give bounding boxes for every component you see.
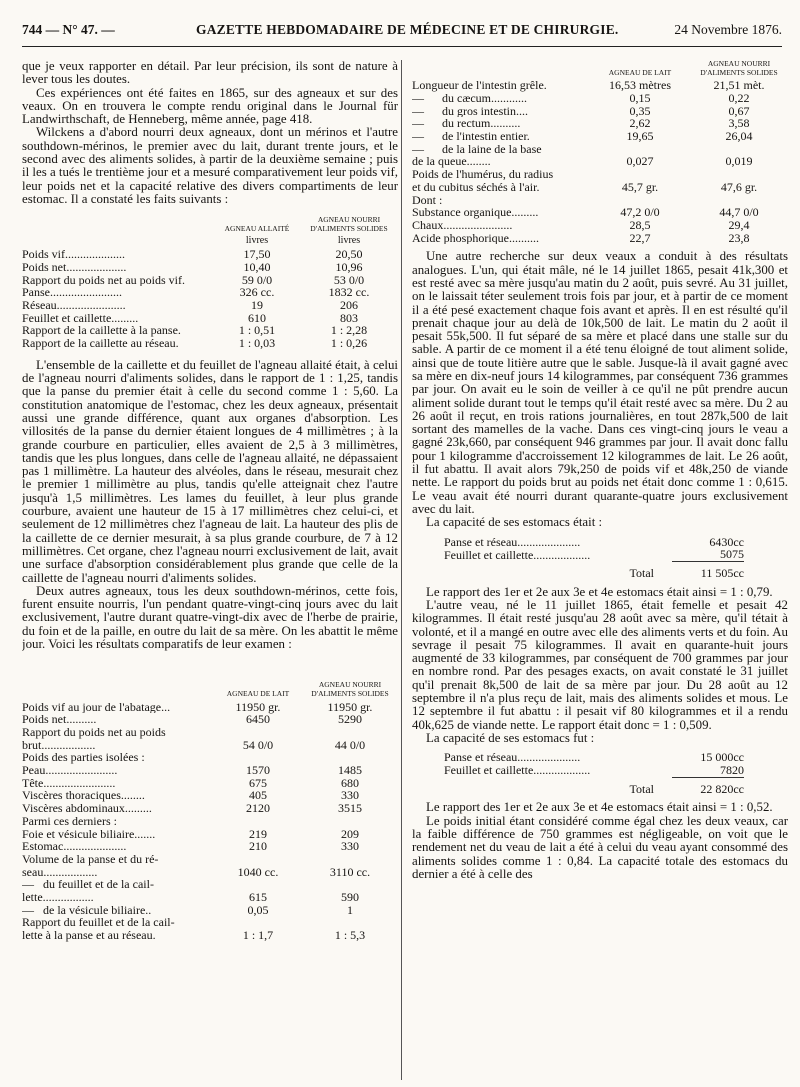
column-header: AGNEAU ALLAITÉ: [224, 223, 290, 233]
table-row: Peau........................ 1570 1485: [22, 763, 362, 778]
paragraph: La capacité de ses estomacs était :: [426, 515, 603, 530]
table-row: Poids net.................... 10,40 10,96: [22, 259, 363, 274]
table-row: Chaux....................... 28,5 29,4: [412, 217, 750, 232]
lamb-comparison-table-1: [22, 216, 398, 350]
paragraph: Le rapport des 1er et 2e aux 3e et 4e estomacs était ainsi = 1 : 0,52.: [426, 800, 773, 815]
column-header: AGNEAU NOURRI D'ALIMENTS SOLIDES: [310, 215, 388, 233]
table-row: Feuillet et caillette......... 610 803: [22, 310, 358, 325]
left-column: [22, 60, 398, 1082]
table-row: — de la laine de la base: [412, 142, 542, 156]
paragraph: L'ensemble de la caillette et du feuillet de l'agneau allaité était, à celui de l'agneau nourri d'aliments solides, dans le rapport de 1 : 1,25, tandis que la panse du premier était à celle du second comme 1 : 5,60. La constitution anatomique de l'estomac, chez les deux agneaux, présentait aussi une grande différence, quant aux organes d'absorption. Les villosités de la panse du dernier étaient longues de 4 millimètres ; à la grande courbure en particulier, elles avaient de 2,5 à 3 millimètres, tandis que les plus longues, dans celle de l'agneau allaité, ne dépassaient pas 1 millimètre. La hauteur des alvéoles, dans le réseau, mesurait chez le premier 1 millimètre au plus, tandis qu'elle atteignait chez l'autre jusqu'à 1,5 millimètres. Les lames du feuillet, à leur plus grande courbure, avaient une hauteur de 15 à 17 millimètres chez celui-ci, et seulement de 12 millimètres chez l'agneau de lait. La hauteur des plis de la caillette de ce dernier mesurait, à sa plus grande courbure, de 7 à 12 millimètres. Cet organe, chez l'agneau nourri exclusivement de lait, avait une surface d'absorption considérablement plus grande que celle de la caillette de l'agneau nourri d'aliments solides.: [22, 357, 398, 585]
paragraph: Le poids initial étant considéré comme égal chez les deux veaux, car la faible différence de 750 grammes est négligeable, on voit que le rendement net du veau de lait a été à celui du veau ayant consommé des aliments solides comme 1 : 0,84. La capacité totale des estomacs du dernier a été à celle des: [412, 813, 788, 881]
table-row: Panse........................ 326 cc. 1832 cc.: [22, 285, 370, 300]
table-row: — du gros intestin.... 0,35 0,67: [412, 103, 750, 118]
table-row: — du cæcum............ 0,15 0,22: [412, 90, 750, 105]
paragraph: Deux autres agneaux, tous les deux southdown-mérinos, cette fois, furent ensuite nourris, l'un pendant quatre-vingt-cinq jours avec du lait exclusivement, l'autre durant quatre-vingt-dix avec de l'herbe de prairie, du foin et de la paille, en outre du lait de sa mère. On les abattit le même jour. Voici les résultats comparatifs de leur examen :: [22, 583, 398, 652]
total-row: Total 11 505cc: [629, 565, 744, 580]
table-row: Longueur de l'intestin grêle. 16,53 mètres 21,51 mèt.: [412, 78, 765, 93]
section-heading: Parmi ces derniers :: [22, 814, 117, 828]
table-row: lette................. 615 590: [22, 890, 359, 905]
table-row: Rapport de la caillette à la panse. 1 : 0,51 1 : 2,28: [22, 323, 368, 338]
table-row: Foie et vésicule biliaire....... 219 209: [22, 826, 359, 841]
section-heading: Poids des parties isolées :: [22, 751, 145, 765]
lamb-comparison-table-3: [412, 60, 788, 244]
paragraph: Ces expériences ont été faites en 1865, sur des agneaux et sur des veaux. On en trouvera le compte rendu original dans le Journal für Landwirthschaft, de Henneberg, même année, page 418.: [22, 85, 398, 127]
table-row: Rapport du poids net au poids vif. 59 0/0 53 0/0: [22, 272, 365, 287]
table-row: Tête........................ 675 680: [22, 775, 359, 790]
table-row: Substance organique......... 47,2 0/0 44,7 0/0: [412, 205, 759, 220]
table-row: Rapport du poids net au poids: [22, 725, 166, 739]
column-header: AGNEAU DE LAIT: [608, 67, 672, 77]
table-row: lette à la panse et au réseau. 1 : 1,7 1 : 5,3: [22, 928, 366, 943]
lamb-comparison-table-2: [22, 681, 398, 942]
paragraph: La capacité de ses estomacs fut :: [426, 730, 595, 745]
table-row: brut.................. 54 0/0 44 0/0: [22, 737, 366, 752]
paragraph: Une autre recherche sur deux veaux a conduit à des résultats analogues. L'un, qui était mâle, né le 14 juillet 1865, pesait 41k,300 et est resté avec sa mère jusqu'au matin du 2 août, puis sevré. Au 31 juillet, on le laissait téter seulement trois fois par jour, et à partir de ce moment il a été pesé exactement chaque fois avant et après. Il en est résulté qu'il prenait chaque jour au delà de 10k,500 de lait. Le matin du 2 août il pesait 55k,500. Il fut séparé de sa mère et placé dans une stalle sur du sable. A partir de ce moment il a été tenu éloigné de tout aliment solide, ainsi que de toute litière autre que le sable. Jusque-là il avait gagné avec sa mère en dix-neuf jours 14 kilogrammes, par conséquent 736 grammes par jour. On avait eu le soin de veiller à ce qu'il ne pût prendre aucun aliment solide durant tout le temps qu'il était resté avec sa mère. Du 2 au 26 août il reçut, en trois rations journalières, en tout 287k,500 de lait sortant des mamelles de la vache. Dans ces vingt-cinq jours le veau a gagné 23k,660, par conséquent 946 grammes par jour. Il avait donc fallu pour 1 kilogramme d'accroissement 12 kilogrammes de lait. Le 26 août, il fut abattu. Il avait alors 79k,250 de poids vif et 48k,250 de viande nette. Le rapport du poids brut au poids net était donc comme 1 : 0,615. Le veau avait été nourri durant quarante-quatre jours exclusivement avec du lait.: [412, 249, 788, 516]
table-row: — de la vésicule biliaire.. 0,05 1: [22, 902, 353, 917]
right-column: [412, 60, 788, 1082]
table-row: Rapport du feuillet et de la cail-: [22, 916, 175, 930]
journal-title: GAZETTE HEBDOMADAIRE DE MÉDECINE ET DE CHIRURGIE.: [196, 22, 619, 37]
table-row: — de l'intestin entier. 19,65 26,04: [412, 129, 753, 143]
table-row: Acide phosphorique.......... 22,7 23,8: [412, 230, 750, 245]
table-row: Poids net.......... 6450 5290: [22, 712, 362, 727]
table-row: — du rectum.......... 2,62 3,58: [412, 116, 750, 131]
table-row: seau.................. 1040 cc. 3110 cc.: [22, 864, 371, 879]
unit-label: livres: [245, 235, 269, 247]
table-row: Réseau....................... 19 206: [22, 297, 358, 312]
paragraph: Wilckens a d'abord nourri deux agneaux, dont un mérinos et l'autre southdown-mérinos, le premier avec du lait, durant trente jours, et le second avec des aliments solides, à partir de la deuxième semaine ; puis il les a tués le trentième jour et a mesuré comparativement leur poids vif, leur poids net et la capacité relative des divers compartiments de leur estomac. Il a constaté les faits suivants :: [22, 125, 398, 206]
table-row: Panse et réseau..................... 6430cc: [444, 534, 744, 549]
paragraph: Le rapport des 1er et 2e aux 3e et 4e estomacs était ainsi = 1 : 0,79.: [426, 584, 773, 599]
table-row: Viscères abdominaux......... 2120 3515: [22, 801, 362, 816]
stomach-capacity-table-2: [444, 751, 744, 795]
table-row: Rapport de la caillette au réseau. 1 : 0,03 1 : 0,26: [22, 336, 368, 351]
paragraph: que je veux rapporter en détail. Par leur précision, ils sont de nature à lever tous les doutes.: [22, 60, 398, 87]
section-heading: Dont :: [412, 193, 443, 207]
issue-date: 24 Novembre 1876.: [674, 22, 782, 37]
column-header: AGNEAU NOURRI D'ALIMENTS SOLIDES: [700, 60, 778, 77]
table-row: Feuillet et caillette................... 7820: [444, 762, 744, 778]
table-row: Panse et réseau..................... 15 000cc: [444, 750, 744, 765]
table-row: Feuillet et caillette................... 5075: [444, 547, 744, 562]
table-row: Estomac..................... 210 330: [22, 839, 359, 854]
stomach-capacity-table-1: [444, 536, 744, 580]
column-rule: [401, 60, 402, 1080]
table-row: Viscères thoraciques........ 405 330: [22, 788, 359, 803]
table-row: Poids vif.................... 17,50 20,50: [22, 247, 363, 262]
table-row: Poids vif au jour de l'abatage... 11950 gr. 11950 gr.: [22, 699, 373, 714]
column-header: AGNEAU DE LAIT: [226, 688, 290, 698]
paragraph: L'autre veau, né le 11 juillet 1865, était femelle et pesait 42 kilogrammes. Il était resté jusqu'au 28 août avec sa mère, qu'il tétait à volonté, et il a mangé en outre avec elle des aliments verts et du foin. Au sevrage il pesait 75 kilogrammes. Il avait en quarante-huit jours augmenté de 33 kilogrammes, par conséquent de 700 grammes par jour en nombre rond. Par des pesages exacts, on avait constaté le 31 juillet qu'il prenait 8k,500 de lait de sa mère par jour. Du 28 août au 12 septembre il n'a plus reçu de lait, mais des aliments solides et mous. Le 12 septembre il fut abattu : il pesait vif 80 kilogrammes et il a rendu 40k,625 de viande nette. Le rapport était donc = 1 : 0,509.: [412, 597, 788, 732]
table-row: et du cubitus séchés à l'air. 45,7 gr. 47,6 gr.: [412, 179, 758, 194]
table-row: — du feuillet et de la cail-: [22, 878, 154, 892]
table-row: Volume de la panse et du ré-: [22, 852, 159, 866]
total-row: Total 22 820cc: [629, 781, 744, 796]
page-number: 744 — N° 47. —: [22, 22, 115, 37]
table-row: de la queue........ 0,027 0,019: [412, 154, 753, 169]
page-header: [22, 22, 782, 47]
unit-label: livres: [337, 235, 361, 247]
column-header: AGNEAU NOURRI D'ALIMENTS SOLIDES: [311, 680, 389, 698]
table-row: Poids de l'humérus, du radius: [412, 168, 554, 181]
